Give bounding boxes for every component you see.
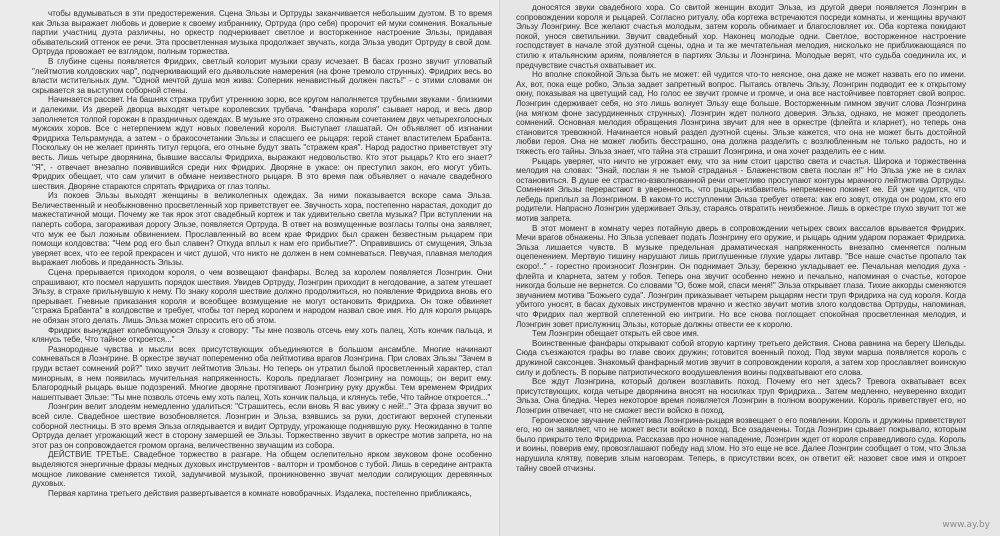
left-paragraph-5: Сцена прерывается приходом короля, о чем возвещают фанфары. Вслед за королем появляется Лоэнгрин. Они спрашивают, кто посмел нарушить порядок шествия. Увидев Ортруду, Лоэнгрин приходит в негодование, а затем утешает Эльзу, в страхе прильнувшую к нему. По знаку короля шествие должно продолжиться, но появление Фридриха вновь его прерывает. Гневные приказания короля и всеобщее возмущение не могут остановить Фридриха. Он тоже обвиняет "стража Брабанта" в колдовстве и требует, чтобы тот перед королем и народом назвал свое имя. Но для короля рыцарь не обязан этого делать. Лишь Эльза может спросить его об этом. bbox=[32, 268, 492, 325]
right-page bbox=[500, 0, 1000, 536]
left-paragraph-9: ДЕЙСТВИЕ ТРЕТЬЕ. Свадебное торжество в разгаре. На общем ослепительно ярком звуковом фоне особенно выделяются энергичные фразы медных духовых инструментов - валторн и тромбонов с тубой. Лишь в середине антракта мощное ликование сменяется тихой, задумчивой музыкой, проникновенно звучат мелодии солирующих деревянных духовых. bbox=[32, 450, 492, 489]
left-paragraph-3: Начинается рассвет. На башнях стража трубит утреннюю зорю, все кругом наполняется трубными звуками - близкими и далекими. Из дверей дворца выходят четыре королевских трубача. "Фанфара короля" сзывает народ, и весь двор заполняется толпой горожан в праздничных одеждах. В музыке это отражено сложным сочетанием двух четырехголосных мужских хоров. Все с нетерпением ждут новых повелений короля. Выступает глашатай. Он объявляет об изгнании Фридриха Тельрамунда, а затем - о бракосочетании Эльзы и спасшего ее рыцаря: герой станет властителем Брабанта. Поскольку он не желает принять титул герцога, его отныне будут звать "стражем края". Народ радостно приветствует эту весть. Лишь четыре дворянина, бывшие вассалы Фридриха, выражают недовольство. Кто этот рыцарь? Кто его знает? "Я", - отвечает внезапно появившийся среди них Фридрих. Дворяне в ужасе: он преступил закон, его могут убить. Фридрих обещает, что сам уличит в обмане неизвестного рыцаря. В это время паж объявляет о начале свадебного шествия. Дворяне стараются спрятать Фридриха от глаз толпы. bbox=[32, 95, 492, 191]
right-paragraph-6: Воинственные фанфары открывают собой вторую картину третьего действия. Снова равнина на берегу Шельды. Сюда съезжаются графы во главе своих дружин; готовится военный поход. Под звуки марша появляется король с дружиной саксонцев. Знакомый фанфарный мотив звучит в сопровождении короля, а затем хор прославляет воинскую силу и доблесть. В порыве патриотического воодушевления воины подхватывают его слова. bbox=[516, 338, 966, 377]
left-paragraph-8: Лоэнгрин велит злодеям немедленно удалиться: "Страшитесь, если вновь Я вас увижу с ней!.." Эта фраза звучит во всей силе. Свадебное шествие возобновляется. Лоэнгрин и Эльза, взявшись за руки, достигают верхней ступеньки соборной лестницы. В это время Эльза оглядывается и видит Ортруду, угрожающе поднявшую руку. Неожиданно в толпе Ортруда делает угрожающий жест в сторону замершей ее Эльзы. Торжественно звучит в оркестре мотив запрета, но на этот раз он сопровождается громом органа, величественно звучащим из собора. bbox=[32, 402, 492, 450]
left-paragraph-4: Из покоев Эльзы выходят женщины в великолепных одеждах. За ними показывается вскоре сама Эльза. Величественный и необыкновенно просветленный хор приветствует ее. Звучность хора, постепенно нарастая, доходит до мажестатичной мощи. Почему же так ярок этот свадебный кортеж и так удивительно светла музыка? При вступлении на паперть собора, загораживая дорогу Эльзе, появляется Ортруда. В ответ на возмущенные возгласы толпы она заявляет, что муж ее был ложным обвинением. Прославленный во всем крае Фридрих был сражен безвестным рыцарем при помощи колдовства: "Чем род его был славен? Откуда вплыл к нам его прибытие?". Оправившись от смущения, Эльза уверяет всех, что ее герой прекрасен и чист душой, что никто не должен в нем сомневаться. Певучая, плавная мелодия выражает любовь и преданность Эльзы. bbox=[32, 191, 492, 268]
right-paragraph-2: Но вполне спокойной Эльза быть не может: ей чудится что-то неясное, она даже не может назвать его по имени. Ах, вот, пока еще робко, Эльза задает запретный вопрос. Пытаясь отвлечь Эльзу, Лоэнгрин подводит ее к открытому окну, показывая на цветущий сад. Но голос ее звучит громче и громче, и она все настойчивее повторяет свой вопрос. Лоэнгрин сдерживает себя, но это лишь волнует Эльзу еще больше. Восторженным гимном звучит слова Лоэнгрина (на мягком фоне засурдиненных струнных). Лоэнгрин ждет полного доверия. Эльза, однако, не может преодолеть сомнений. Основная мелодия обращения Лоэнгрина звучит для нее в оркестре (флейта и кларнет), но теперь она становится тревожной. Начинается новый раздел дуэтной сцены. Эльзе кажется, что она не может быть достойной любви героя. Она не может любить бесстрашно, она должна разделить с возлюбленным не только радость, но и тяжесть его тайны. Эльза знает, что тайна эта страшит Лоэнгрина, и она хочет разделить ее с ним. bbox=[516, 70, 966, 156]
left-paragraph-7: Разнородные чувства и мысли всех присутствующих объединяются в большом ансамбле. Многие начинают сомневаться в Лоэнгрине. В оркестре звучат попеременно оба лейтмотива врагов Лоэнгрина. При словах Эльзы "Зачем в груди встает сомнений рой?" тихо звучит лейтмотив Эльзы. Но теперь он утратил былой просветленный характер, стал минорным, в нем появилась мучительная напряженность. Король предлагает Лоэнгрину на помощь; он верит ему. Благородный рыцарь выше подозрений. Многие дворяне протягивают Лоэнгрину руку дружбы. Тем временем Фридрих нашептывает Эльзе: "Ты мне позволь отсечь ему хоть палец, Хоть кончик пальца, и клянусь тебе, Что тайное откроется..." bbox=[32, 344, 492, 402]
right-paragraph-8: Героическое звучание лейтмотива Лоэнгрина-рыцаря возвещает о его появлении. Король и дружины приветствуют его, но он заявляет, что не может вести войско в поход. Все озадачены. Тогда Лоэнгрин срывает покрывало, которым было прикрыто тело Фридриха. Рассказав про ночное нападение, Лоэнгрин ждет от короля справедливого суда. Король и воины, поверив ему, провозглашают победу над злом. Но это еще не все. Далее Лоэнгрин сообщает о том, что Эльза нарушила клятву, поверив злым наговорам. Теперь, в присутствии всех, он ответит ей: назовет свое имя и откроет тайну своей отчизны. bbox=[516, 415, 966, 473]
right-paragraph-1: доносятся звуки свадебного хора. Со свитой женщин входит Эльза, из другой двери появляется Лоэнгрин в сопровождении короля и рыцарей. Согласно ритуалу, оба кортежа встречаются посреди комнаты, и женщины вручают Эльзу Лоэнгрину. Все желают счастья молодым, затем король обнимает и благословляет их. Оба кортежа покидают покой, унося светильники. Звучит свадебный хор. Наконец молодые одни. Светлое, восторженное настроение господствует в начале этой дуэтной сцены, одна и та же мечтательная мелодия, нисколько не приближающаяся по стилю к итальянским ариям, появляется в партиях Эльзы и Лоэнгрина. Молодые верят, что судьба соединила их, и предчувствие счастья охватывает их. bbox=[516, 3, 966, 70]
right-paragraph-7: Все ждут Лоэнгрина, который должен возглавить поход. Почему его нет здесь? Тревога охватывает всех присутствующих, когда четыре дворянина вносят на носилках труп Фридриха... Затем медленно, неуверенно входит Эльза. Она бледна. Через некоторое время появляется Лоэнгрин в полном вооружении. Король приветствует его, но Лоэнгрин отвечает, что не сможет вести войско в поход. bbox=[516, 377, 966, 415]
watermark: www.ay.by bbox=[942, 520, 990, 530]
left-paragraph-2: В глубине сцены появляется Фридрих, светлый колорит музыки сразу исчезает. В басах грозно звучит угловатый "лейтмотив колдовских чар", подчеркивающий его дьявольские намерения (на фоне тремоло струнных). Фридрих весь во власти мстительных дум. "Одной мечтой душа моя жива: Соперник ненавистный должен пасть!" - с этими словами он скрывается за выступом соборной стены. bbox=[32, 56, 492, 95]
right-paragraph-3: Рыцарь уверяет, что ничто не угрожает ему, что за ним стоит царство света и счастья. Широка и торжественна мелодия на словах: "Знай, послан я не тьмой страданья - Блаженством света послан я!" Но Эльза уже не в силах остановиться. В душе ее страстно-взволнованной речи отчетливо проступают контуры мрачного лейтмотива Ортруды. Сомнения Эльзы перерастают в уверенность, что рыцарь-избавитель непременно покинет ее. Ей уже чудится, что лебедь приплыл за Лоэнгрином. В каком-то исступлении Эльза требует ответа: как его зовут, откуда он родом, кто его родители. Напрасно Лоэнгрин удерживает Эльзу, стараясь отвратить неизбежное. Лишь в оркестре глухо звучит тот же мотив запрета. bbox=[516, 156, 966, 224]
left-paragraph-10: Первая картина третьего действия развертывается в комнате новобрачных. Издалека, постепенно приближаясь, bbox=[48, 488, 472, 498]
left-paragraph-6: Фридрих вынуждает колеблющуюся Эльзу к сговору: "Ты мне позволь отсечь ему хоть палец, Хоть кончик пальца, и клянусь тебе, Что тайное откроется..." bbox=[32, 325, 492, 345]
right-paragraph-4: В этот момент в комнату через потайную дверь в сопровождении четырех своих вассалов врывается Фридрих. Мечи врагов обнажены. Но Эльза успевает подать Лоэнгрину его оружие, и рыцарь одним ударом поражает Фридриха. Эльза лишается чувств. В музыке предельная драматическая напряженность внезапно сменяется полным оцепенением. Мертвую тишину нарушают лишь приглушенные глухие удары литавр. "Все наше счастье пропало так скоро!.." - горестно произносит Лоэнгрин. Он поднимает Эльзу, бережно укладывает ее. Печальная мелодия духа - флейта и кларнета, затем у гобоя. Теперь она звучит особенно нежно и печально, напоминая о счастье, которое никогда больше не вернется. Со словами "О, боже мой, спаси меня!" Эльза открывает глаза. Тихие аккорды сменяются звучанием мотива "Божьего суда". Лоэнгрин приказывает четырем рыцарям нести труп Фридриха на суд короля. Когда убитого уносят, в басах духовых инструментов мрачно и жестко звучит мотив злого колдовства Ортруды, напоминая, что Фридрих пал жертвой сплетенной ею интриги. Но все снова поглощает спокойная просветленная мелодия, и Лоэнгрин зовет прислужниц Эльзы, которые должны отвести ее к королю. bbox=[516, 223, 966, 329]
left-paragraph-1: чтобы вдумываться в эти предостережения. Сцена Эльзы и Ортруды заканчивается небольшим дуэтом. В то время как Эльза выражает любовь и доверие к своему избраннику, Ортруда (про себя) пророчит ей муки сомнения. Вокальные партии участниц дуэта различны, но оркестр подчеркивает светлое и восторженное настроение Эльзы, придавая обывательский оттенок ее речи. Эта просветленная музыка продолжает звучать, когда Эльза уводит Ортруду в свой дом. Ортруда провожает ее взглядом, полным торжества. bbox=[32, 9, 492, 57]
right-paragraph-5: Тем Лоэнгрин обещает открыть ей свое имя. bbox=[532, 329, 699, 339]
